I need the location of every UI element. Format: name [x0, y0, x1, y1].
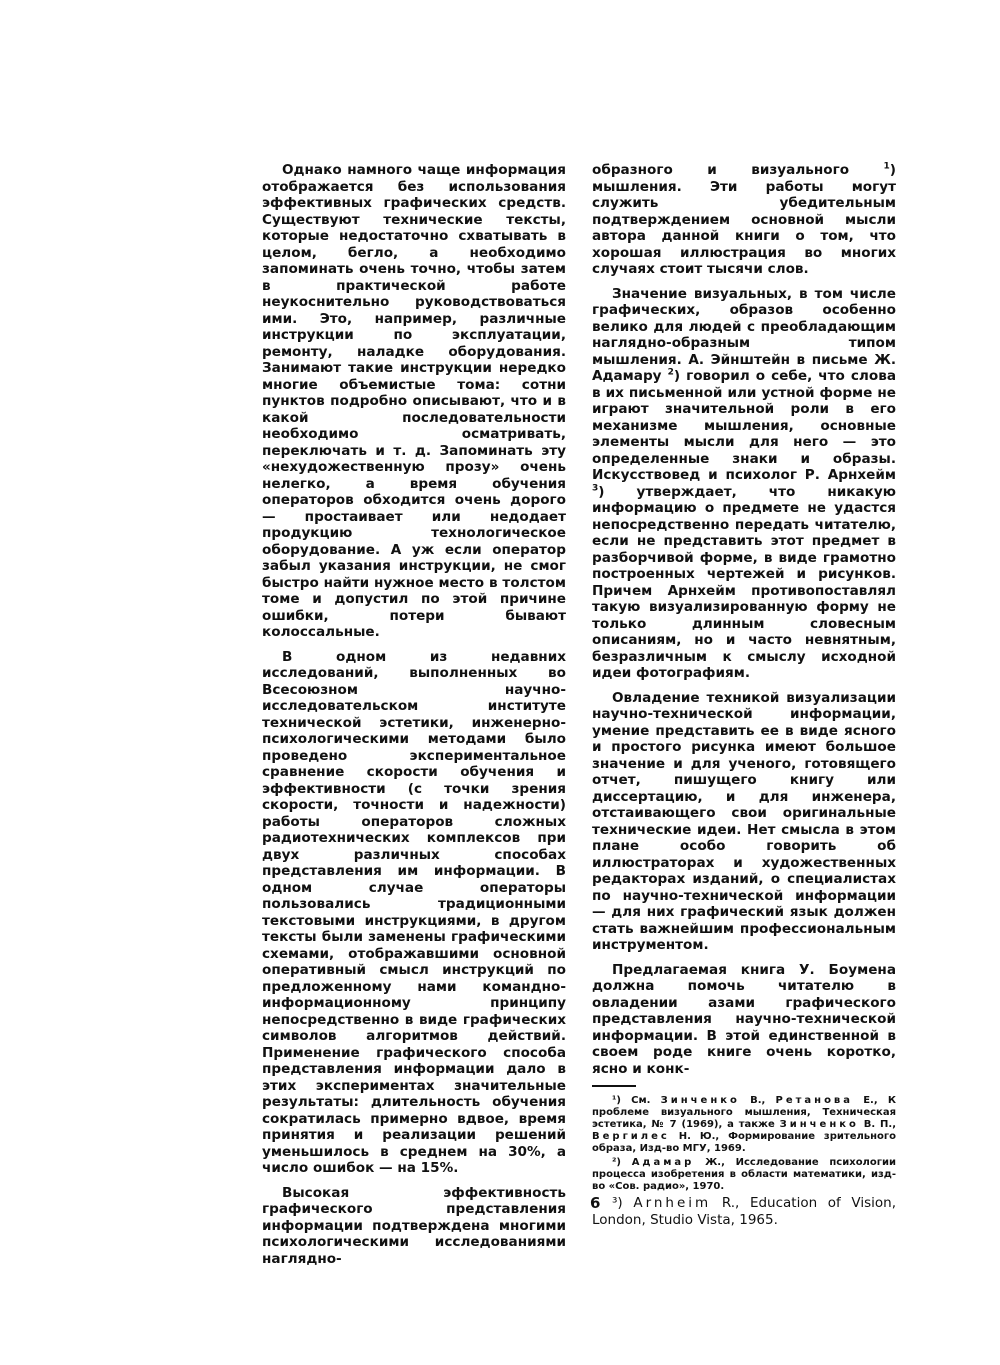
author-name: Зинченко: [779, 1119, 859, 1130]
footnote-3: [592, 1195, 896, 1228]
paragraph-psychological-research: Высокая эффективность графического представления информации подтверждена многими психологическими исследованиями наглядно-: [262, 1184, 566, 1267]
text-segment: ): [617, 1195, 634, 1211]
footnote-mark: ³: [612, 1195, 618, 1211]
text-segment: Е., К проблеме визуального мышления, Техническая эстетика, № 7 (1969), а также: [592, 1095, 896, 1130]
text-segment: R., Education of Vision, London, Studio Vista, 1965.: [592, 1195, 897, 1228]
footnote-mark: ¹: [612, 1095, 617, 1106]
paragraph-vniite-study: В одном из недавних исследований, выполненных во Всесоюзном научно-исследовательском институте технической эстетики, инженерно-психологическими методами было проведено экспериментальное сравнение скорости обучения и эффективности (с точки зрения скорости, точности и надежности) работы операторов сложных радиотехнических комплексов при двух различных способах представления им информации. В одном случае операторы пользовались традиционными текстовыми инструкциями, в другом тексты были заменены графическими схемами, отображавшими основной оперативный смысл инструкций по предложенному нами командно-информационному принципу непосредственно в виде графических символов алгоритмов действий. Применение графического способа представления информации дало в этих экспериментах значительные результаты: длительность обучения сократилась примерно вдвое, время принятия и реализации решений уменьшилось в среднем на 30%, а число ошибок — на 15%.: [262, 648, 566, 1176]
text-segment: ) говорил о себе, что слова в их письменной или устной форме не играют значительной роли в его механизме мышления, основные элементы мысли для него — это определенные знаки и образы. Искусствовед и психолог Р. Арнхейм: [592, 368, 896, 483]
footnote-2: [592, 1157, 896, 1193]
footnote-mark: ²: [612, 1157, 617, 1168]
text-segment: ) мышления. Эти работы могут служить убедительным подтверждением основной мысли автора данной книги о том, что хорошая иллюстрация во многих случаях стоит тысячи слов.: [592, 162, 896, 277]
author-name: Arnheim: [633, 1195, 712, 1211]
paragraph-continued: [592, 162, 896, 278]
text-segment: В. П.,: [858, 1119, 896, 1130]
text-segment: ) утверждает, что никакую информацию о предмете не удастся непосредственно передать читателю, если не представить этот предмет в разборчивой форме, в виде грамотно построенных чертежей и рисунков. Причем Арнхейм противопоставлял такую визуализированную форму не только длинным словесным описаниям, но и часто невнятным, безразличным к смыслу исходной идеи фотографиям.: [592, 483, 896, 681]
text-segment: ) См.: [616, 1095, 661, 1106]
author-name: Адамар: [631, 1157, 695, 1168]
left-column: [262, 162, 566, 1275]
text-segment: В.,: [739, 1095, 776, 1106]
footnote-ref-2: 2: [667, 367, 674, 378]
text-segment: Значение визуальных, в том числе графических, образов особенно велико для людей с преобладающим наглядно-образным типом мышления. А. Эйнштейн в письме Ж. Адамару: [592, 285, 896, 384]
footnote-divider: [592, 1085, 636, 1087]
footnote-ref-1: 1: [883, 161, 890, 172]
footnotes: [592, 1095, 896, 1228]
author-name: Зинченко: [660, 1095, 740, 1106]
author-name: Ретанова: [775, 1095, 854, 1106]
text-segment: Ж., Исследование психологии процесса изобретения в области математики, изд-во «Сов. радио», 1970.: [592, 1157, 896, 1192]
paragraph-visual-images: [592, 286, 896, 682]
author-name: Вергилес: [592, 1131, 670, 1142]
text-segment: Н. Ю., Формирование зрительного образа, Изд-во МГУ, 1969.: [592, 1131, 896, 1154]
paragraph-visualization-mastery: Овладение техникой визуализации научно-технической информации, умение представить ее в виде ясного и простого рисунка имеют большое значение и для ученого, готовящего отчет, пишущего книгу или диссертацию, и для инженера, отстаивающего свои оригинальные технические идеи. Нет смысла в этом плане особо говорить об иллюстраторах и художественных редакторах изданий, о специалистах по научно-технической информации — для них графический язык должен стать важнейшим профессиональным инструментом.: [592, 689, 896, 953]
paragraph-unstructured-instructions: Однако намного чаще информация отображается без использования эффективных графических средств. Существуют технические тексты, которые недостаточно схватывать в целом, бегло, а необходимо запоминать очень точно, чтобы затем в практической работе неукоснительно руководствоваться ими. Это, например, различные инструкции по эксплуатации, ремонту, наладке оборудования. Занимают такие инструкции нередко многие объемистые тома: сотни пунктов подробно описывают, что и в какой последовательности необходимо осматривать, переключать и т. д. Запоминать эту «нехудожественную прозу» очень нелегко, а время обучения операторов обходится очень дорого — простаивает или недодает продукцию технологическое оборудование. А уж если оператор забыл указания инструкции, не смог быстро найти нужное место в толстом томе и допустил по этой причине ошибки, потери бывают колоссальные.: [262, 162, 566, 640]
text-segment: ): [616, 1157, 632, 1168]
right-column: [592, 162, 896, 1230]
footnote-1: [592, 1095, 896, 1155]
text-segment: образного и визуального: [592, 162, 884, 178]
paragraph-bowman-book: Предлагаемая книга У. Боумена должна помочь читателю в овладении азами графического представления научно-технической информации. В этой единственной в своем роде книге очень коротко, ясно и конк-: [592, 961, 896, 1077]
footnote-ref-3: 3: [592, 482, 599, 493]
page-number: 6: [590, 1194, 601, 1212]
